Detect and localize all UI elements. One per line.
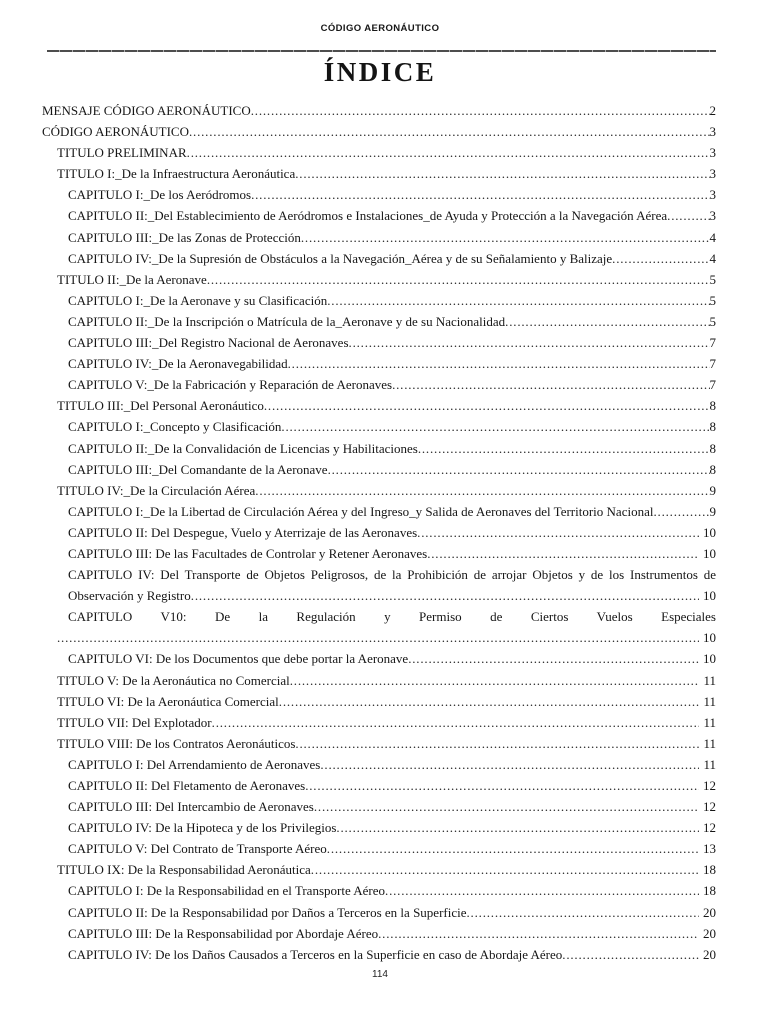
toc-page-number: 18 xyxy=(703,862,716,878)
toc-page-number: 10 xyxy=(703,630,716,646)
toc-page-number: 11 xyxy=(703,756,716,772)
toc-entry-label: TITULO VIII: De los Contratos Aeronáuticos xyxy=(57,735,296,751)
toc-entry xyxy=(42,712,716,733)
toc-page-number: 3 xyxy=(709,166,716,182)
toc-entry-label: CAPITULO II: Del Despegue, Vuelo y Aterrizaje de las Aeronaves xyxy=(68,524,418,540)
toc-page-number: 3 xyxy=(709,145,716,161)
dot-leader xyxy=(336,817,699,838)
toc-entry xyxy=(42,163,716,184)
toc-entry xyxy=(42,353,716,374)
toc-page-number: 10 xyxy=(703,524,716,540)
index-title: ÍNDICE xyxy=(323,57,437,87)
toc-entry-label: CAPITULO IV: De la Hipoteca y de los Privilegios xyxy=(68,820,337,836)
toc-page-number: 7 xyxy=(709,356,716,372)
toc-page-number: 2 xyxy=(709,103,716,118)
toc-entry-label: CAPITULO II:_Del Establecimiento de Aeródromos e Instalaciones_de Ayuda y Protección a la Navegación Aérea xyxy=(68,208,668,224)
dot-leader xyxy=(255,480,709,501)
dot-leader xyxy=(187,142,710,163)
toc-entry-label: CAPITULO IV: De los Daños Causados a Terceros en la Superficie en caso de Abordaje Aéreo xyxy=(68,946,563,962)
toc-entry xyxy=(42,733,716,754)
dot-leader xyxy=(427,543,699,564)
dot-leader xyxy=(328,459,710,480)
toc-entry-wrapped-line: CAPITULO IV: Del Transporte de Objetos Peligrosos, de la Prohibición de arrojar Objetos y de los Instrumentos de xyxy=(68,567,716,583)
dot-leader xyxy=(467,902,700,923)
toc-entry-label: CAPITULO II: Del Fletamento de Aeronaves xyxy=(68,778,306,793)
toc-page-number: 5 xyxy=(709,292,716,308)
toc-entry-label: CAPITULO III:_Del Comandante de la Aeronave xyxy=(68,461,328,477)
toc-entry-label: CAPITULO III:_Del Registro Nacional de Aeronaves xyxy=(68,335,349,351)
toc-entry xyxy=(42,691,716,712)
dot-leader xyxy=(207,269,710,290)
toc-entry-label: CAPITULO II:_De la Inscripción o Matrícula de la_Aeronave y de su Nacionalidad xyxy=(68,313,506,329)
dot-leader xyxy=(57,627,699,648)
toc-entry xyxy=(42,670,716,691)
toc-entry-label: TITULO VII: Del Explotador xyxy=(57,714,212,730)
toc-entry xyxy=(42,923,716,944)
toc-entry-label: CAPITULO VI: De los Documentos que debe portar la Aeronave xyxy=(68,651,409,667)
toc-entry xyxy=(42,459,716,480)
toc-entry-label: TITULO IV:_De la Circulación Aérea xyxy=(57,482,256,498)
toc-entry xyxy=(42,838,716,859)
dot-leader xyxy=(349,332,710,353)
dot-leader xyxy=(418,438,710,459)
toc-entry-label: Observación y Registro xyxy=(68,588,191,604)
dot-leader xyxy=(212,712,700,733)
toc-entry xyxy=(42,501,716,522)
toc-entry-label: TITULO V: De la Aeronáutica no Comercial xyxy=(57,672,290,688)
toc-page-number: 11 xyxy=(703,672,716,688)
toc-entry-label: CAPITULO IV:_De la Supresión de Obstáculos a la Navegación_Aérea y de su Señalamiento y Balizaje xyxy=(68,250,613,266)
toc-entry-label: TITULO I:_De la Infraestructura Aeronáutica xyxy=(57,166,296,182)
dot-leader xyxy=(251,184,709,205)
toc-entry xyxy=(42,585,716,606)
toc-entry xyxy=(42,205,716,226)
dot-leader xyxy=(290,670,700,691)
toc-entry xyxy=(42,332,716,353)
table-of-contents xyxy=(42,100,716,965)
toc-entry-label: CAPITULO I:_De los Aeródromos xyxy=(68,187,252,203)
toc-entry-label: TITULO IX: De la Responsabilidad Aeronáutica xyxy=(57,862,311,878)
toc-entry xyxy=(42,796,716,817)
toc-entry xyxy=(42,227,716,248)
toc-page-number: 20 xyxy=(703,904,716,920)
toc-page-number: 18 xyxy=(703,883,716,899)
toc-page-number: 12 xyxy=(703,778,716,793)
toc-entry-label: CAPITULO III: De la Responsabilidad por Abordaje Aéreo xyxy=(68,925,379,941)
toc-entry-label: CAPITULO II: De la Responsabilidad por Daños a Terceros en la Superficie xyxy=(68,904,467,920)
header-rule xyxy=(47,50,716,52)
toc-page-number: 20 xyxy=(703,946,716,962)
dot-leader xyxy=(667,205,709,226)
toc-entry xyxy=(42,543,716,564)
toc-entry xyxy=(42,859,716,880)
toc-entry xyxy=(42,374,716,395)
dot-leader xyxy=(288,353,710,374)
toc-entry xyxy=(42,522,716,543)
dot-leader xyxy=(295,733,699,754)
dot-leader xyxy=(378,923,699,944)
dot-leader xyxy=(281,416,709,437)
toc-page-number: 4 xyxy=(709,229,716,245)
dot-leader xyxy=(189,121,710,142)
dot-leader xyxy=(251,100,710,121)
dot-leader xyxy=(505,311,709,332)
toc-entry xyxy=(42,648,716,669)
toc-entry xyxy=(42,184,716,205)
toc-entry-label: TITULO III:_Del Personal Aeronáutico xyxy=(57,398,264,414)
toc-page-number: 8 xyxy=(709,440,716,456)
toc-entry-label: CAPITULO I:_De la Libertad de Circulación Aérea y del Ingreso_y Salida de Aeronaves del Territorio Nacional xyxy=(68,503,654,519)
toc-entry-label: MENSAJE CÓDIGO AERONÁUTICO xyxy=(42,103,251,118)
toc-page-number: 10 xyxy=(703,651,716,667)
dot-leader xyxy=(279,691,700,712)
toc-page-number: 7 xyxy=(709,335,716,351)
toc-entry-label: CÓDIGO AERONÁUTICO xyxy=(42,124,189,140)
toc-entry-wrapped-line: CAPITULO V10: De la Regulación y Permiso de Ciertos Vuelos Especiales xyxy=(68,609,716,625)
dot-leader xyxy=(392,374,709,395)
toc-page-number: 13 xyxy=(703,841,716,857)
dot-leader xyxy=(305,775,699,796)
toc-page-number: 8 xyxy=(709,419,716,435)
dot-leader xyxy=(301,227,710,248)
toc-page-number: 9 xyxy=(709,503,716,519)
toc-entry-label: CAPITULO IV:_De la Aeronavegabilidad xyxy=(68,356,288,372)
toc-entry-label: CAPITULO V:_De la Fabricación y Reparación de Aeronaves xyxy=(68,377,393,393)
toc-entry-label: TITULO PRELIMINAR xyxy=(57,145,187,161)
toc-entry xyxy=(42,754,716,775)
toc-entry xyxy=(42,627,716,648)
dot-leader xyxy=(562,944,699,965)
toc-entry xyxy=(42,902,716,923)
toc-entry xyxy=(42,480,716,501)
toc-entry xyxy=(42,775,716,796)
toc-entry xyxy=(42,269,716,290)
dot-leader xyxy=(320,754,699,775)
toc-entry xyxy=(42,395,716,416)
toc-page-number: 3 xyxy=(709,208,716,224)
dot-leader xyxy=(612,248,709,269)
running-header: CÓDIGO AERONÁUTICO xyxy=(320,23,440,34)
toc-entry xyxy=(42,248,716,269)
toc-entry-label: CAPITULO I:_Concepto y Clasificación xyxy=(68,419,282,435)
toc-entry-label: CAPITULO I:_De la Aeronave y su Clasificación xyxy=(68,292,328,308)
toc-page-number: 8 xyxy=(709,398,716,414)
toc-page-number: 7 xyxy=(709,377,716,393)
dot-leader xyxy=(327,290,709,311)
toc-entry xyxy=(42,416,716,437)
toc-page-number: 12 xyxy=(703,820,716,836)
toc-page-number: 10 xyxy=(703,588,716,604)
toc-entry-label: TITULO VI: De la Aeronáutica Comercial xyxy=(57,693,279,709)
toc-entry-label: CAPITULO III: De las Facultades de Controlar y Retener Aeronaves xyxy=(68,545,428,561)
dot-leader xyxy=(295,163,709,184)
toc-page-number: 9 xyxy=(709,482,716,498)
dot-leader xyxy=(191,585,699,606)
toc-page-number: 8 xyxy=(709,461,716,477)
toc-entry xyxy=(42,100,716,121)
toc-entry-label: CAPITULO I: De la Responsabilidad en el Transporte Aéreo xyxy=(68,883,386,899)
toc-page-number: 12 xyxy=(703,799,716,815)
dot-leader xyxy=(327,838,699,859)
toc-entry xyxy=(42,311,716,332)
toc-entry xyxy=(42,121,716,142)
toc-page-number: 3 xyxy=(709,124,716,140)
toc-entry xyxy=(42,880,716,901)
toc-entry-label: CAPITULO III: Del Intercambio de Aeronaves xyxy=(68,799,314,815)
toc-entry xyxy=(42,438,716,459)
toc-page-number: 11 xyxy=(703,693,716,709)
dot-leader xyxy=(385,880,699,901)
toc-entry xyxy=(42,142,716,163)
toc-entry-label: TITULO II:_De la Aeronave xyxy=(57,271,207,287)
toc-page-number: 11 xyxy=(703,735,716,751)
dot-leader xyxy=(408,648,699,669)
dot-leader xyxy=(417,522,699,543)
toc-page-number: 4 xyxy=(709,250,716,266)
toc-entry xyxy=(42,290,716,311)
toc-page-number: 5 xyxy=(709,313,716,329)
toc-entry xyxy=(42,817,716,838)
toc-entry xyxy=(42,944,716,965)
toc-entry-label: CAPITULO I: Del Arrendamiento de Aeronaves xyxy=(68,756,321,772)
toc-entry-label: CAPITULO V: Del Contrato de Transporte Aéreo xyxy=(68,841,327,857)
toc-page-number: 20 xyxy=(703,925,716,941)
toc-page-number: 11 xyxy=(703,714,716,730)
dot-leader xyxy=(264,395,710,416)
toc-page-number: 10 xyxy=(703,545,716,561)
dot-leader xyxy=(653,501,709,522)
dot-leader xyxy=(314,796,699,817)
page-number-footer: 114 xyxy=(372,969,388,980)
toc-page-number: 3 xyxy=(709,187,716,203)
toc-entry-label: CAPITULO III:_De las Zonas de Protección xyxy=(68,229,301,245)
toc-page-number: 5 xyxy=(709,271,716,287)
dot-leader xyxy=(311,859,699,880)
toc-entry-label: CAPITULO II:_De la Convalidación de Licencias y Habilitaciones xyxy=(68,440,418,456)
